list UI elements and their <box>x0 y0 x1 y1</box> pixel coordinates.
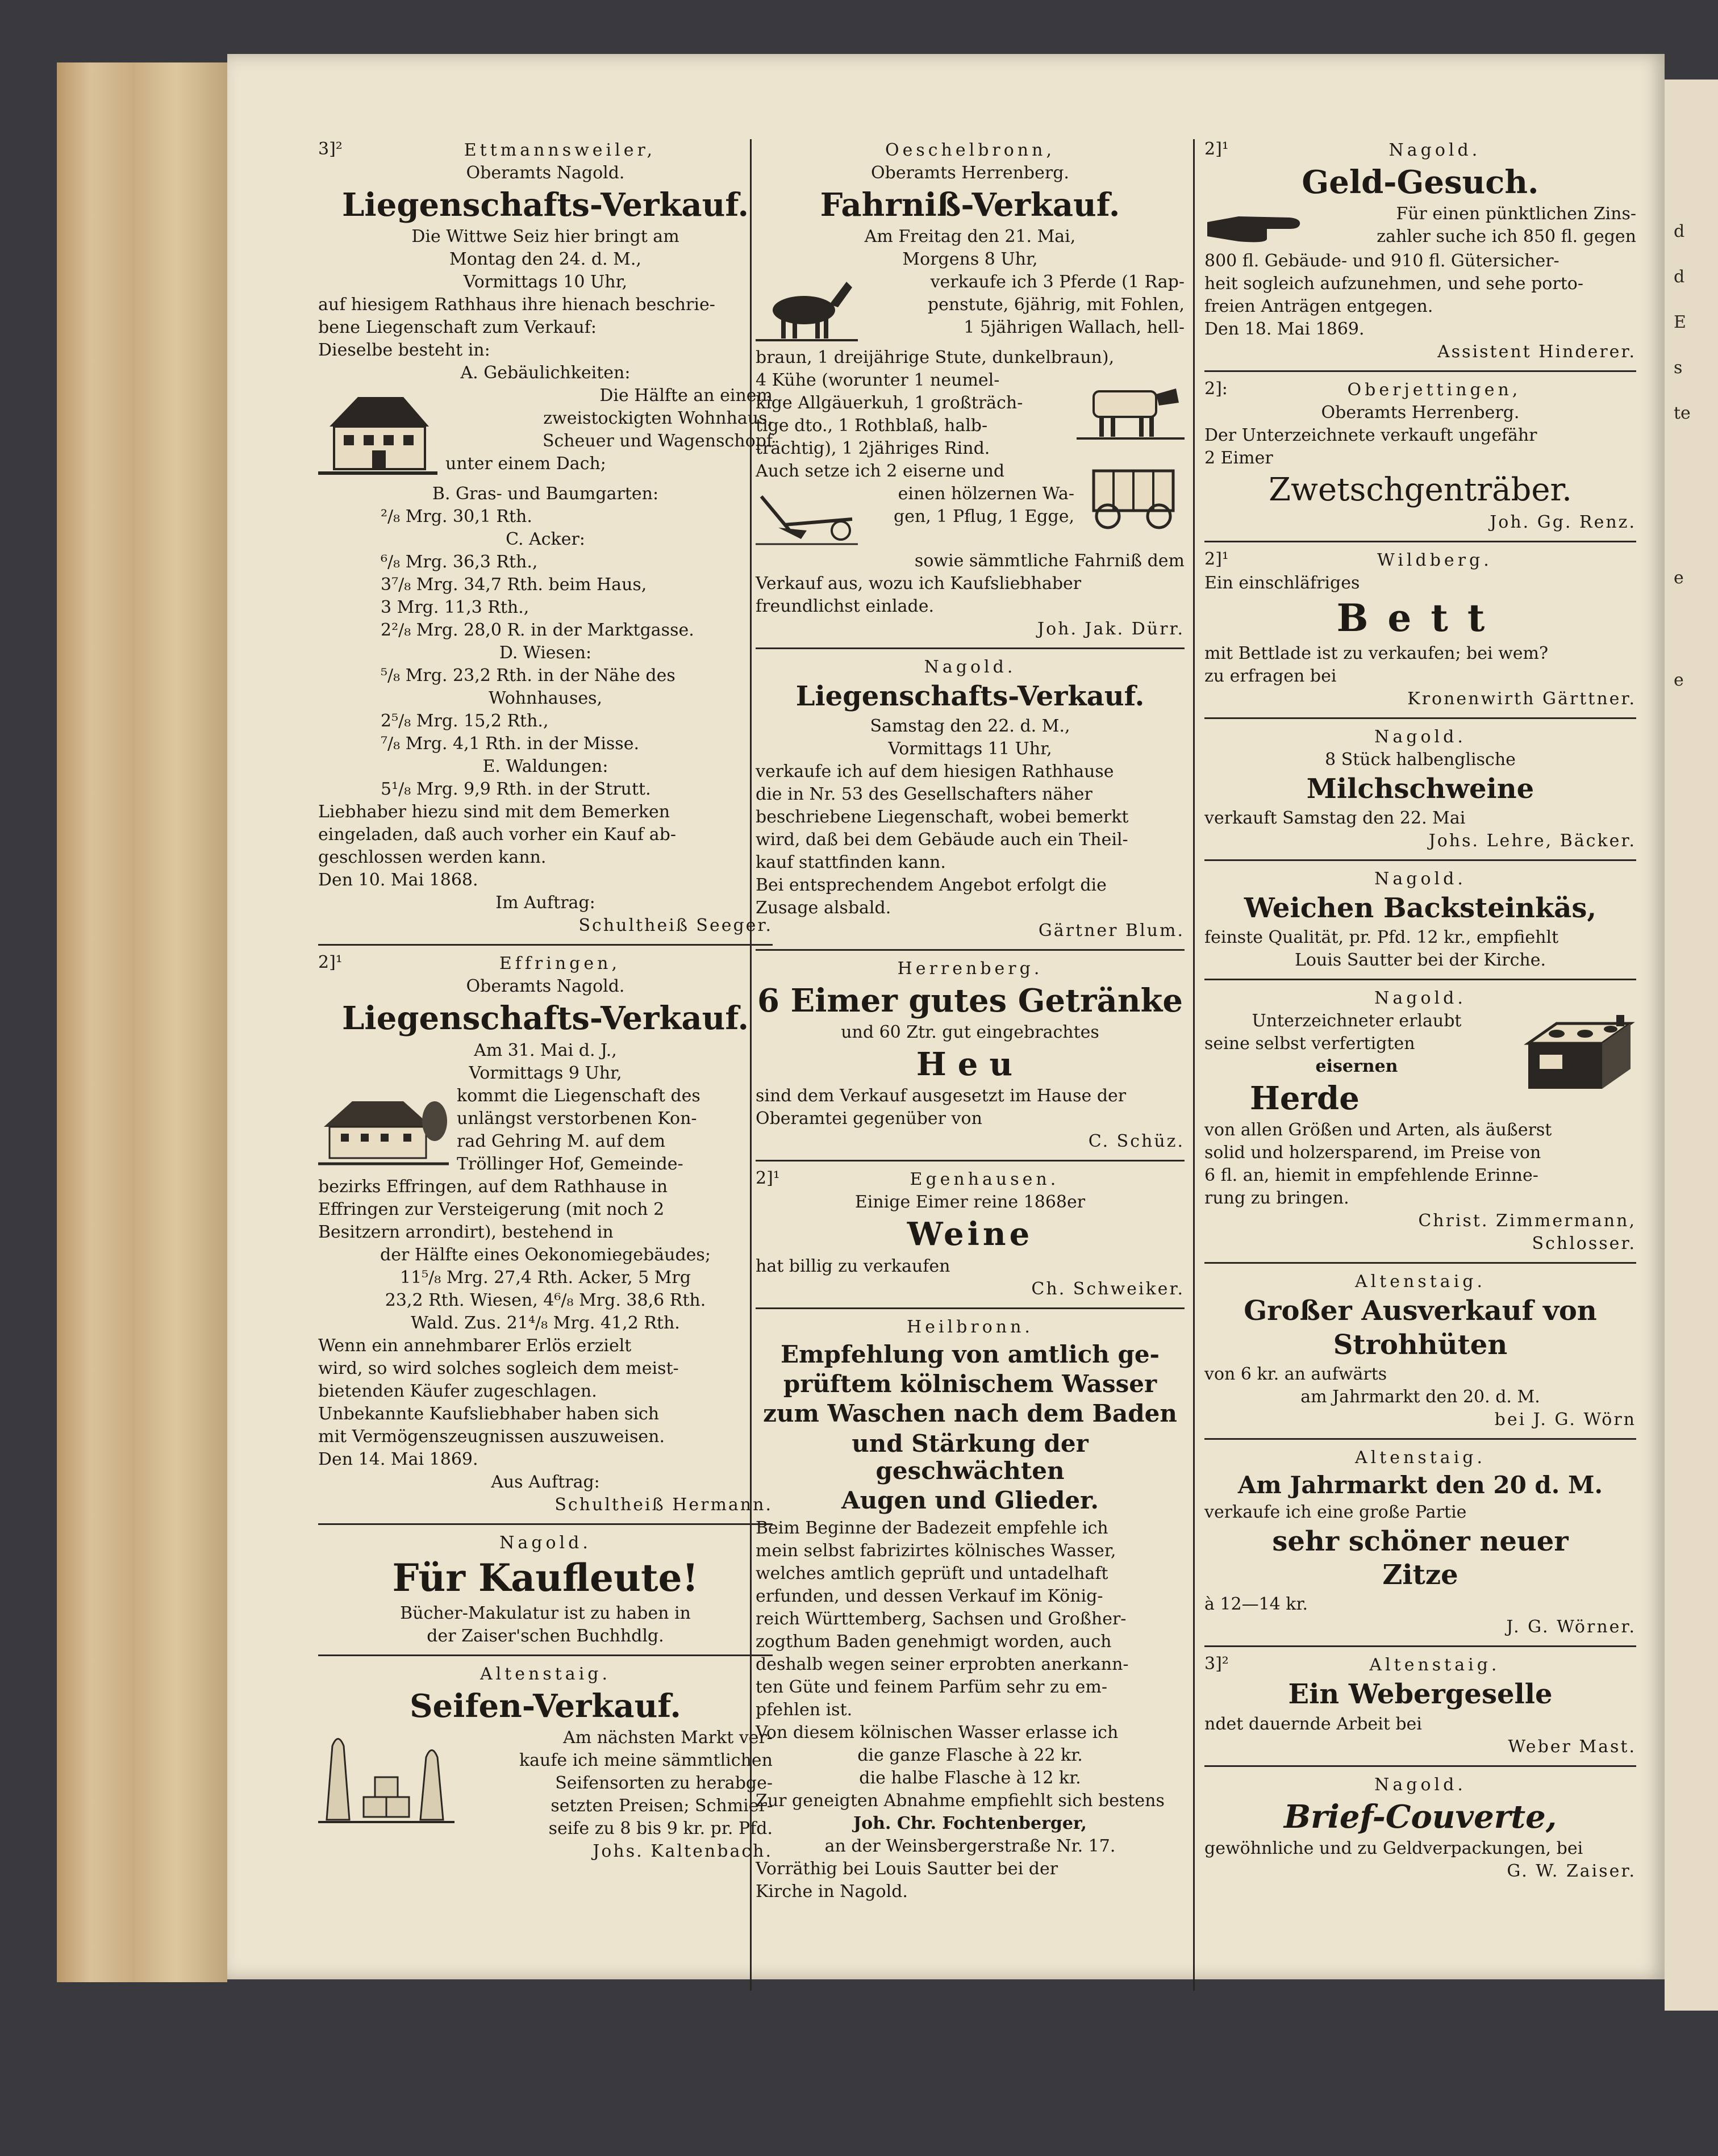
text-line: hat billig zu verkaufen <box>756 1256 950 1276</box>
text-line: geschlossen werden kann. <box>318 847 547 868</box>
signature: G. W. Zaiser. <box>1507 1861 1636 1882</box>
ad-tag: 2]: <box>1204 379 1228 399</box>
ad-separator <box>1204 541 1636 542</box>
text-line: Zur geneigten Abnahme empfiehlt sich bestens <box>756 1790 1165 1811</box>
book-page-edges <box>57 62 227 1982</box>
ad-tag: 2]¹ <box>1204 549 1229 569</box>
ad-egenhausen-weine <box>756 1168 1185 1300</box>
ad-place: Herrenberg. <box>897 958 1043 979</box>
ad-title: 6 Eimer gutes Getränke <box>757 981 1183 1019</box>
ad-place: Nagold. <box>924 657 1016 678</box>
ad-title: Liegenschafts-Verkauf. <box>795 680 1145 713</box>
text-line: D. Wiesen: <box>499 643 592 663</box>
house-illustration <box>318 387 437 480</box>
ad-title: Milchschweine <box>1306 772 1534 805</box>
text-line: 2 Eimer <box>1204 448 1273 469</box>
ad-title-line: zum Waschen nach dem Baden <box>763 1399 1177 1428</box>
edge-letter: d <box>1674 267 1685 287</box>
ad-strohhueten <box>1204 1271 1636 1431</box>
ad-tag: 3]² <box>318 139 343 159</box>
ad-title: Herde <box>1250 1080 1360 1118</box>
ad-separator <box>1204 1262 1636 1264</box>
text-line: mit Vermögenszeugnissen auszuweisen. <box>318 1426 665 1447</box>
ad-separator <box>1204 859 1636 861</box>
text-line: seife zu 8 bis 9 kr. pr. Pfd. <box>548 1819 773 1839</box>
text-line: Oberamtei gegenüber von <box>756 1109 982 1129</box>
text-line: solid und holzersparend, im Preise von <box>1204 1143 1541 1163</box>
signature: Kronenwirth Gärttner. <box>1407 688 1636 709</box>
ad-place: Nagold. <box>1374 868 1466 889</box>
text-line: rung zu bringen. <box>1204 1188 1349 1209</box>
text-line: unter einem Dach; <box>445 454 606 474</box>
text-line: Wald. Zus. 21⁴/₈ Mrg. 41,2 Rth. <box>411 1313 680 1333</box>
text-line: Vormittags 11 Uhr, <box>888 738 1052 759</box>
text-line: Dieselbe besteht in: <box>318 340 490 361</box>
text-line: E. Waldungen: <box>482 757 608 777</box>
signature: Joh. Jak. Dürr. <box>1037 619 1185 640</box>
ad-title: Brief-Couverte, <box>1283 1798 1557 1836</box>
text-line: gewöhnliche und zu Geldverpackungen, bei <box>1204 1839 1583 1859</box>
ad-herrenberg-getraenke <box>756 958 1185 1154</box>
text-line: Seifensorten zu herabge- <box>555 1773 773 1794</box>
text-line: die ganze Flasche à 22 kr. <box>857 1745 1083 1765</box>
edge-letter: e <box>1674 670 1684 690</box>
signature: C. Schüz. <box>1088 1131 1185 1152</box>
edge-letter: s <box>1674 358 1683 378</box>
text-line: Am Freitag den 21. Mai, <box>864 227 1076 247</box>
text-line: heit sogleich aufzunehmen, und sehe porto- <box>1204 274 1583 294</box>
text-line: Wenn ein annehmbarer Erlös erzielt <box>318 1335 632 1356</box>
text-line: bezirks Effringen, auf dem Rathhause in <box>318 1176 668 1197</box>
ad-place: Nagold. <box>1388 140 1481 160</box>
text-line: ten Güte und feinem Parfüm sehr zu em- <box>756 1677 1108 1697</box>
text-line: Für einen pünktlichen Zins- <box>1396 204 1636 224</box>
text-line: 3⁷/₈ Mrg. 34,7 Rth. beim Haus, <box>381 575 647 595</box>
text-line: Unbekannte Kaufsliebhaber haben sich <box>318 1403 660 1424</box>
text-line: kommt die Liegenschaft des <box>457 1085 700 1106</box>
text-line: Besitzern arrondirt), bestehend in <box>318 1222 614 1242</box>
ad-place: Altenstaig. <box>1354 1272 1486 1292</box>
text-line: Ein einschläfriges <box>1204 573 1360 593</box>
text-line: tige dto., 1 Rothblaß, halb- <box>756 416 988 436</box>
ad-place: Ettmannsweiler, <box>464 140 656 160</box>
text-line: 5¹/₈ Mrg. 9,9 Rth. in der Strutt. <box>381 779 651 800</box>
ad-separator <box>318 1654 773 1656</box>
ad-separator <box>756 647 1185 649</box>
text-line: 8 Stück halbenglische <box>1325 749 1516 770</box>
text-line: gen, 1 Pflug, 1 Egge, <box>894 507 1074 527</box>
ad-title: Zwetschgenträber. <box>1269 471 1572 509</box>
text-line: die in Nr. 53 des Gesellschafters näher <box>756 784 1092 804</box>
ad-title-line: Empfehlung von amtlich ge- <box>781 1340 1160 1368</box>
horse-illustration <box>756 273 858 344</box>
ad-title-line: Augen und Glieder. <box>841 1486 1099 1515</box>
ad-title: Seifen-Verkauf. <box>410 1687 681 1725</box>
ad-webergeselle <box>1204 1654 1636 1758</box>
text-line: auf hiesigem Rathhaus ihre hienach beschrie- <box>318 295 715 315</box>
text-line: und 60 Ztr. gut eingebrachtes <box>841 1022 1099 1042</box>
ad-title: Bett <box>1336 595 1504 640</box>
pointing-hand-icon <box>1204 205 1312 248</box>
ad-subplace: Oberamts Nagold. <box>466 163 625 183</box>
column-3 <box>1204 139 1636 1890</box>
text-line: Unterzeichneter erlaubt <box>1252 1011 1462 1031</box>
text-line: Vormittags 9 Uhr, <box>469 1063 622 1083</box>
edge-letter: E <box>1674 312 1686 332</box>
text-line: A. Gebäulichkeiten: <box>460 363 631 383</box>
ad-place: Oeschelbronn, <box>885 140 1055 160</box>
text-line: Von diesem kölnischen Wasser erlasse ich <box>756 1722 1119 1743</box>
text-line: verkaufe ich auf dem hiesigen Rathhause <box>756 761 1114 782</box>
ad-place: Nagold. <box>1374 988 1466 1009</box>
text-line: C. Acker: <box>506 529 585 550</box>
text-line: Vormittags 10 Uhr, <box>463 272 628 293</box>
ad-tag: 3]² <box>1204 1654 1229 1674</box>
edge-letter: d <box>1674 222 1685 241</box>
ad-nagold-liegenschaft <box>756 656 1185 942</box>
text-line: beschriebene Liegenschaft, wobei bemerkt <box>756 807 1129 827</box>
ad-separator <box>1204 1438 1636 1440</box>
text-line: pfehlen ist. <box>756 1699 853 1720</box>
text-line: Am 31. Mai d. J., <box>474 1040 617 1060</box>
text-line: 2⁵/₈ Mrg. 15,2 Rth., <box>381 711 549 732</box>
ad-separator <box>1204 370 1636 372</box>
ad-title: Weichen Backsteinkäs, <box>1244 892 1597 924</box>
ad-ettmannsweiler <box>318 139 773 937</box>
ad-subplace: Oberamts Nagold. <box>466 976 625 997</box>
ad-oeschelbronn <box>756 139 1185 641</box>
text-line: Effringen zur Versteigerung (mit noch 2 <box>318 1199 665 1219</box>
next-page-edge <box>1665 80 1718 2011</box>
text-line: an der Weinsbergerstraße Nr. 17. <box>824 1836 1116 1856</box>
text-line: Verkauf aus, wozu ich Kaufsliebhaber <box>756 574 1082 594</box>
text-line: 4 Kühe (worunter 1 neumel- <box>756 370 1000 391</box>
text-line: bietenden Käufer zugeschlagen. <box>318 1381 597 1401</box>
ad-title-line: Strohhüten <box>1333 1328 1508 1361</box>
signature: Schultheiß Hermann. <box>554 1494 773 1515</box>
text-line: setzten Preisen; Schmier- <box>551 1796 773 1816</box>
ad-title-line: prüftem kölnischem Wasser <box>783 1370 1157 1398</box>
column-rule <box>1193 139 1195 1991</box>
ad-separator <box>1204 979 1636 980</box>
ad-separator <box>756 1160 1185 1161</box>
text-line: B. Gras- und Baumgarten: <box>432 484 659 504</box>
text-line: Aus Auftrag: <box>491 1472 600 1492</box>
soap-illustration <box>318 1729 454 1825</box>
text-line: Morgens 8 Uhr, <box>902 249 1038 270</box>
text-line: braun, 1 dreijährige Stute, dunkelbraun), <box>756 348 1115 368</box>
text-line: Die Hälfte an einem <box>599 386 773 406</box>
text-line: ⁵/₈ Mrg. 23,2 Rth. in der Nähe des <box>381 666 675 686</box>
text-line: Montag den 24. d. M., <box>449 249 641 270</box>
text-line: sind dem Verkauf ausgesetzt im Hause der <box>756 1086 1127 1106</box>
text-line: ²/₈ Mrg. 30,1 Rth. <box>381 507 532 527</box>
text-line: freien Anträgen entgegen. <box>1204 296 1433 317</box>
text-line: mit Bettlade ist zu verkaufen; bei wem? <box>1204 643 1549 663</box>
text-line: Samstag den 22. d. M., <box>870 716 1070 736</box>
text-line: Bücher-Makulatur ist zu haben in <box>400 1603 691 1623</box>
ad-title-top: Am Jahrmarkt den 20 d. M. <box>1237 1470 1603 1499</box>
column-2 <box>756 139 1185 1910</box>
text-line: Der Unterzeichnete verkauft ungefähr <box>1204 425 1537 446</box>
text-line: penstute, 6jährig, mit Fohlen, <box>927 295 1185 315</box>
signature: Johs. Lehre, Bäcker. <box>1428 830 1636 851</box>
text-line: Im Auftrag: <box>495 893 595 913</box>
ad-oberjettingen <box>1204 379 1636 533</box>
text-line: rad Gehring M. auf dem <box>457 1131 666 1151</box>
text-line: unlängst verstorbenen Kon- <box>457 1108 697 1129</box>
newspaper-page <box>227 54 1665 1979</box>
text-line: ⁶/₈ Mrg. 36,3 Rth., <box>381 552 538 573</box>
text-line: 3 Mrg. 11,3 Rth., <box>381 598 529 618</box>
text-line: kaufe ich meine sämmtlichen <box>519 1750 773 1771</box>
text-line: Tröllinger Hof, Gemeinde- <box>457 1154 683 1174</box>
text-line: seine selbst verfertigten <box>1204 1034 1415 1054</box>
ad-koelnisches-wasser <box>756 1316 1185 1903</box>
text-line: wird, daß bei dem Gebäude auch ein Theil- <box>756 829 1128 850</box>
ad-place: Effringen, <box>499 954 620 974</box>
signature: Weber Mast. <box>1508 1736 1636 1757</box>
stove-illustration <box>1517 1012 1636 1097</box>
ad-backsteinkaes <box>1204 868 1636 972</box>
text-line: verkaufe ich eine große Partie <box>1204 1502 1467 1523</box>
text-line: einen hölzernen Wa- <box>898 484 1074 504</box>
text-line: deshalb wegen seiner erprobten anerkann- <box>756 1654 1129 1674</box>
ad-wildberg-bett <box>1204 549 1636 711</box>
text-line: 23,2 Rth. Wiesen, 4⁶/₈ Mrg. 38,6 Rth. <box>385 1290 706 1310</box>
wagon-illustration <box>1082 462 1185 530</box>
ad-place: Nagold. <box>1374 726 1466 747</box>
text-line: 6 fl. an, hiemit in empfehlende Erinne- <box>1204 1165 1538 1186</box>
ad-tag: 2]¹ <box>756 1168 780 1189</box>
text-line: 2²/₈ Mrg. 28,0 R. in der Marktgasse. <box>381 620 694 641</box>
text-line: kige Allgäuerkuh, 1 großträch- <box>756 393 1023 413</box>
text-line: mein selbst fabrizirtes kölnisches Wasser, <box>756 1540 1116 1561</box>
text-line: die halbe Flasche à 12 kr. <box>859 1768 1081 1788</box>
ad-geld-gesuch <box>1204 139 1636 363</box>
ad-title-line: und Stärkung der geschwächten <box>852 1429 1089 1485</box>
text-line: eingeladen, daß auch vorher ein Kauf ab- <box>318 825 676 845</box>
ad-subplace: Oberamts Herrenberg. <box>871 163 1069 183</box>
text-line: à 12—14 kr. <box>1204 1594 1308 1615</box>
ad-place: Egenhausen. <box>910 1169 1060 1190</box>
ad-milchschweine <box>1204 726 1636 853</box>
text-line: Joh. Chr. Fochtenberger, <box>853 1813 1087 1833</box>
ad-separator <box>1204 1765 1636 1767</box>
text-line: am Jahrmarkt den 20. d. M. <box>1300 1386 1540 1407</box>
text-line: Bei entsprechendem Angebot erfolgt die <box>756 875 1107 895</box>
text-line: wird, so wird solches sogleich dem meist- <box>318 1358 679 1378</box>
text-line: ndet dauernde Arbeit bei <box>1204 1714 1422 1734</box>
text-line: zweistockigten Wohnhaus, <box>543 408 773 429</box>
text-line: der Zaiser'schen Buchhdlg. <box>427 1626 664 1646</box>
plough-illustration <box>756 485 858 548</box>
text-line: Zusage alsbald. <box>756 897 891 918</box>
text-line: freundlichst einlade. <box>756 596 934 617</box>
text-line: Den 14. Mai 1869. <box>318 1449 478 1469</box>
ad-separator <box>756 1307 1185 1309</box>
ad-place: Altenstaig. <box>1369 1655 1500 1676</box>
text-line: kauf stattfinden kann. <box>756 852 946 872</box>
text-line: eisernen <box>1315 1056 1398 1077</box>
text-line: Scheuer und Wagenschopf <box>542 431 773 452</box>
text-line: verkauft Samstag den 22. Mai <box>1204 808 1466 828</box>
signature: bei J. G. Wörn <box>1494 1409 1636 1430</box>
ad-separator <box>1204 1645 1636 1647</box>
signature: J. G. Wörner. <box>1506 1617 1636 1637</box>
ad-separator <box>318 1523 773 1525</box>
text-line: der Hälfte eines Oekonomiegebäudes; <box>380 1244 711 1265</box>
ad-separator <box>318 944 773 946</box>
signature: Schlosser. <box>1532 1234 1636 1254</box>
ad-herde <box>1204 987 1636 1255</box>
signature: Ch. Schweiker. <box>1031 1278 1185 1299</box>
text-line: 1 5jährigen Wallach, hell- <box>964 317 1185 338</box>
text-line: Vorräthig bei Louis Sautter bei der <box>756 1858 1058 1879</box>
text-line: zogthum Baden genehmigt worden, auch <box>756 1631 1112 1652</box>
ad-separator <box>756 949 1185 951</box>
text-line: welches amtlich geprüft und untadelhaft <box>756 1563 1108 1583</box>
ad-title: Liegenschafts-Verkauf. <box>342 1000 749 1038</box>
signature: Assistent Hinderer. <box>1437 342 1636 362</box>
ad-separator <box>1204 717 1636 719</box>
ad-zitze <box>1204 1447 1636 1639</box>
ad-title: Ein Webergeselle <box>1288 1678 1553 1711</box>
text-line: von allen Größen und Arten, als äußerst <box>1204 1120 1552 1140</box>
text-line: Auch setze ich 2 eiserne und <box>756 461 1005 482</box>
signature: Schultheiß Seeger. <box>578 916 773 936</box>
text-line: Louis Sautter bei der Kirche. <box>1294 950 1546 971</box>
ad-place: Wildberg. <box>1377 550 1492 570</box>
text-line: zahler suche ich 850 fl. gegen <box>1377 227 1636 247</box>
signature: Christ. Zimmermann, <box>1418 1211 1636 1231</box>
text-line: Am nächsten Markt ver- <box>563 1728 773 1748</box>
text-line: 11⁵/₈ Mrg. 27,4 Rth. Acker, 5 Mrg <box>400 1267 691 1288</box>
signature: Joh. Gg. Renz. <box>1490 512 1636 532</box>
edge-letter: e <box>1674 568 1684 588</box>
farmhouse-illustration <box>318 1087 449 1172</box>
ad-place: Altenstaig. <box>1354 1447 1486 1468</box>
ad-title: Für Kaufleute! <box>392 1555 699 1600</box>
ad-place: Nagold. <box>499 1532 591 1553</box>
text-line: reich Württemberg, Sachsen und Großher- <box>756 1608 1127 1629</box>
text-line: von 6 kr. an aufwärts <box>1204 1364 1387 1384</box>
ad-place: Heilbronn. <box>907 1317 1033 1337</box>
ad-title: Geld-Gesuch. <box>1302 164 1539 201</box>
text-line: Den 18. Mai 1869. <box>1204 319 1365 340</box>
text-line: ⁷/₈ Mrg. 4,1 Rth. in der Misse. <box>381 734 639 754</box>
ad-place: Nagold. <box>1374 1774 1466 1795</box>
ad-title: Weine <box>907 1215 1033 1254</box>
signature: Gärtner Blum. <box>1038 920 1185 941</box>
ad-title-line: Großer Ausverkauf von <box>1244 1295 1597 1327</box>
text-line: trächtig), 1 2jähriges Rind. <box>756 438 990 459</box>
ad-tag: 2]¹ <box>318 952 343 973</box>
ad-seifen-verkauf <box>318 1663 773 1863</box>
text-line: zu erfragen bei <box>1204 666 1337 686</box>
ad-subplace: Oberamts Herrenberg. <box>1321 403 1520 423</box>
edge-letter: te <box>1674 403 1691 423</box>
ad-tag: 2]¹ <box>1204 139 1229 159</box>
ad-place: Oberjettingen, <box>1347 380 1521 400</box>
ad-title-line: Zitze <box>1382 1559 1458 1591</box>
text-line: 800 fl. Gebäude- und 910 fl. Gütersicher- <box>1204 251 1559 271</box>
ad-title: Liegenschafts-Verkauf. <box>342 186 749 224</box>
text-line: Die Wittwe Seiz hier bringt am <box>411 227 679 247</box>
ad-title: Fahrniß-Verkauf. <box>820 186 1120 224</box>
text-line: Den 10. Mai 1868. <box>318 870 478 891</box>
text-line: sowie sämmtliche Fahrniß dem <box>914 551 1185 571</box>
column-1 <box>318 139 773 1870</box>
ad-fuer-kaufleute <box>318 1532 773 1648</box>
signature: Johs. Kaltenbach. <box>593 1841 773 1862</box>
text-line: Beim Beginne der Badezeit empfehle ich <box>756 1518 1108 1538</box>
text-line: feinste Qualität, pr. Pfd. 12 kr., empfiehlt <box>1204 927 1559 948</box>
text-line: Wohnhauses, <box>488 688 603 709</box>
text-line: verkaufe ich 3 Pferde (1 Rap- <box>930 272 1185 293</box>
ad-title-secondary: Heu <box>916 1045 1024 1083</box>
ad-title-line: sehr schöner neuer <box>1272 1526 1569 1558</box>
text-line: erfunden, und dessen Verkauf im König- <box>756 1586 1103 1606</box>
text-line: Einige Eimer reine 1868er <box>854 1192 1086 1213</box>
ad-place: Altenstaig. <box>479 1664 611 1684</box>
text-line: Kirche in Nagold. <box>756 1881 908 1902</box>
ad-brief-couverte <box>1204 1774 1636 1883</box>
cow-illustration <box>1077 371 1185 442</box>
ad-effringen <box>318 952 773 1516</box>
text-line: Liebhaber hiezu sind mit dem Bemerken <box>318 802 670 822</box>
text-line: bene Liegenschaft zum Verkauf: <box>318 317 597 338</box>
